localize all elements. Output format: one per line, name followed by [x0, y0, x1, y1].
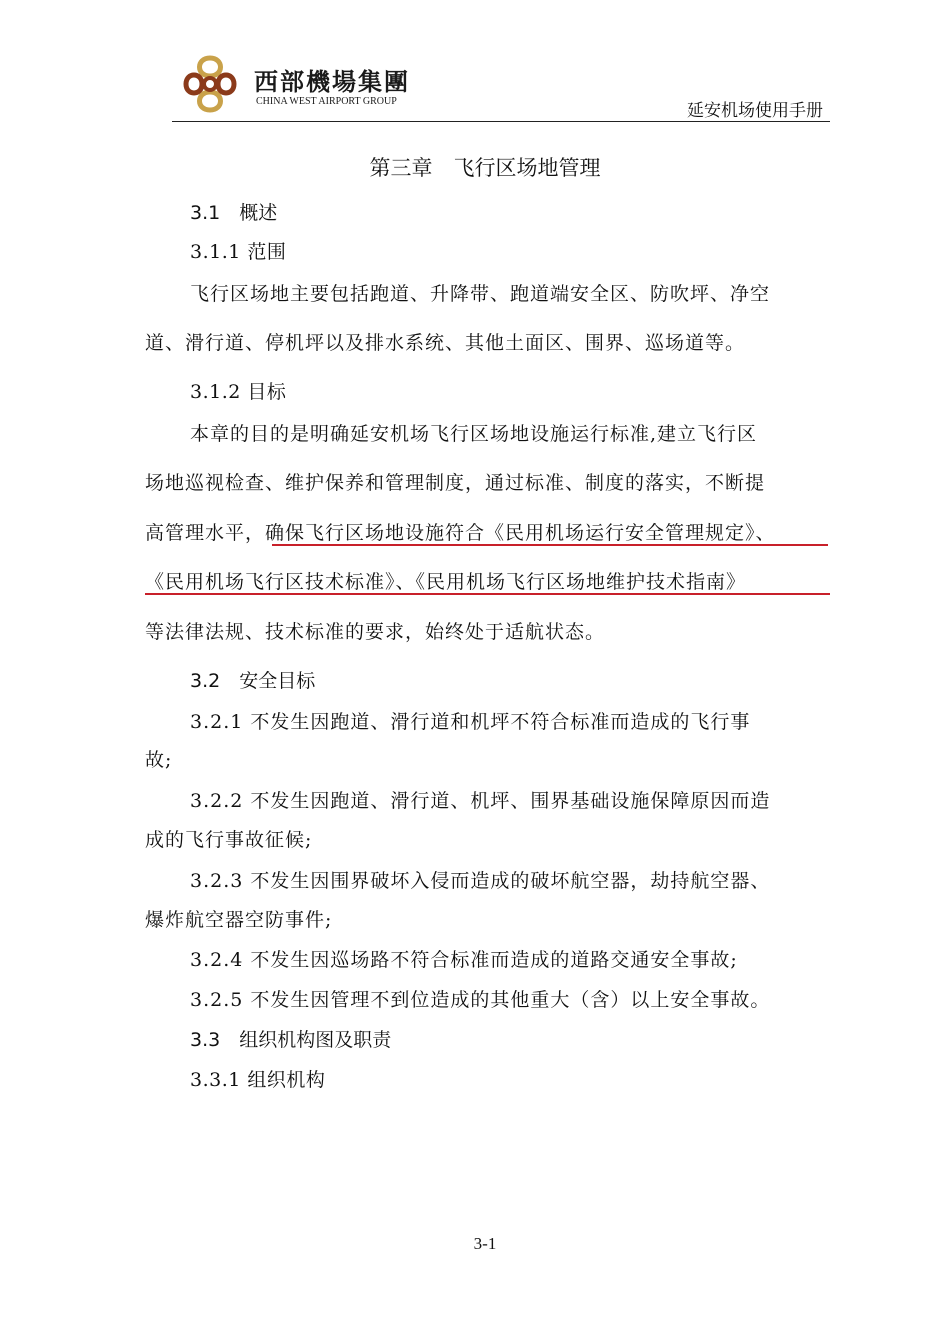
paragraph-line: 道、滑行道、停机坪以及排水系统、其他土面区、围界、巡场道等。	[145, 332, 746, 354]
list-item: 3.2.1 不发生因跑道、滑行道和机坪不符合标准而造成的飞行事	[190, 711, 751, 733]
paragraph-line: 《民用机场飞行区技术标准》、《民用机场飞行区场地维护技术指南》	[145, 571, 747, 593]
page-number: 3-1	[473, 1234, 497, 1253]
subsection-heading-3-3-1: 3.3.1 组织机构	[190, 1069, 326, 1091]
subsection-heading-3-1-2: 3.1.2 目标	[190, 381, 287, 403]
section-heading-3-3: 3.3 组织机构图及职责	[190, 1029, 392, 1051]
list-item: 爆炸航空器空防事件;	[145, 909, 333, 931]
list-item: 故;	[145, 749, 173, 771]
paragraph-line: 飞行区场地主要包括跑道、升降带、跑道端安全区、防吹坪、净空	[190, 283, 771, 305]
list-item: 3.2.2 不发生因跑道、滑行道、机坪、围界基础设施保障原因而造	[190, 790, 771, 812]
paragraph-line: 等法律法规、技术标准的要求，始终处于适航状态。	[145, 621, 606, 643]
company-name-cn: 西部機場集團	[254, 67, 410, 96]
paragraph-line: 高管理水平，确保飞行区场地设施符合《民用机场运行安全管理规定》、	[145, 522, 776, 544]
list-item: 3.2.5 不发生因管理不到位造成的其他重大（含）以上安全事故。	[190, 989, 771, 1011]
subsection-heading-3-1-1: 3.1.1 范围	[190, 241, 287, 263]
company-logo-icon	[178, 52, 242, 116]
list-item: 3.2.4 不发生因巡场路不符合标准而造成的道路交通安全事故;	[190, 949, 738, 971]
manual-title: 延安机场使用手册	[687, 101, 823, 121]
section-heading-3-2: 3.2 安全目标	[190, 670, 316, 692]
page-header	[0, 0, 950, 125]
list-item: 成的飞行事故征候;	[145, 829, 313, 851]
annotation-underline	[145, 593, 830, 595]
chapter-title: 第三章 飞行区场地管理	[369, 156, 601, 180]
paragraph-line: 场地巡视检查、维护保养和管理制度，通过标准、制度的落实，不断提	[145, 472, 766, 494]
annotation-underline	[272, 544, 828, 546]
list-item: 3.2.3 不发生因围界破坏入侵而造成的破坏航空器，劫持航空器、	[190, 870, 771, 892]
paragraph-line: 本章的目的是明确延安机场飞行区场地设施运行标准,建立飞行区	[190, 423, 758, 445]
header-divider	[172, 121, 830, 122]
company-name-en: CHINA WEST AIRPORT GROUP	[256, 96, 397, 107]
section-heading-3-1: 3.1 概述	[190, 202, 278, 224]
